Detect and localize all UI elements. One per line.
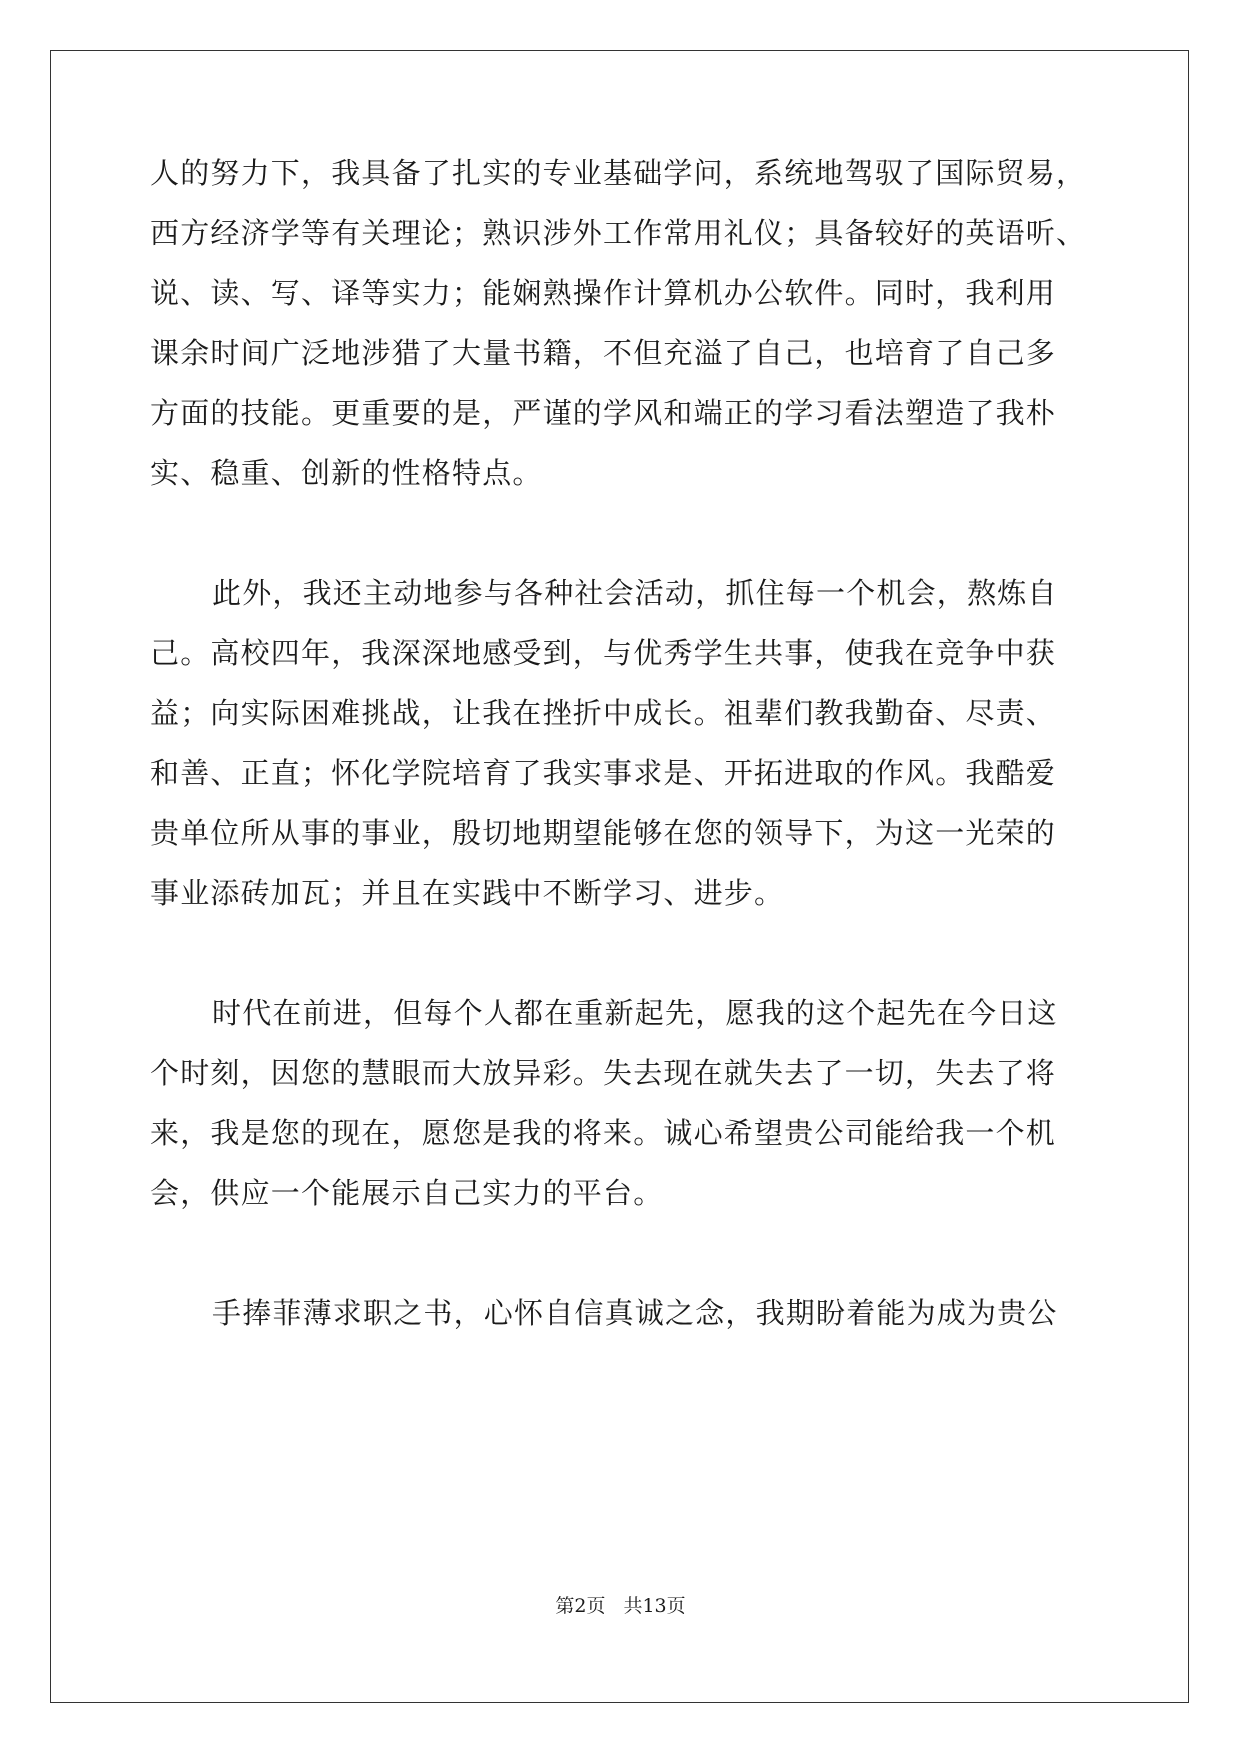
body-line: 益；向实际困难挑战，让我在挫折中成长。祖辈们教我勤奋、尽责、 [150,696,1057,730]
body-line: 方面的技能。更重要的是，严谨的学风和端正的学习看法塑造了我朴 [150,396,1057,430]
body-line: 贵单位所从事的事业，殷切地期望能够在您的领导下，为这一光荣的 [150,816,1057,850]
paragraph-spacer [150,503,1095,563]
document-body [150,143,1095,1343]
body-line: 和善、正直；怀化学院培育了我实事求是、开拓进取的作风。我酷爱 [150,756,1057,790]
paragraph-spacer [150,1223,1095,1283]
body-line: 此外，我还主动地参与各种社会活动，抓住每一个机会，熬炼自 [212,576,1058,610]
body-line: 会，供应一个能展示自己实力的平台。 [150,1176,664,1210]
body-line: 己。高校四年，我深深地感受到，与优秀学生共事，使我在竞争中获 [150,636,1057,670]
body-line: 课余时间广泛地涉猎了大量书籍，不但充溢了自己，也培育了自己多 [150,336,1057,370]
body-line: 来，我是您的现在，愿您是我的将来。诚心希望贵公司能给我一个机 [150,1116,1057,1150]
page-footer [0,1594,1241,1618]
body-line: 说、读、写、译等实力；能娴熟操作计算机办公软件。同时，我利用 [150,276,1057,310]
body-line: 人的努力下，我具备了扎实的专业基础学问，系统地驾驭了国际贸易， [150,156,1087,190]
body-line: 时代在前进，但每个人都在重新起先，愿我的这个起先在今日这 [212,996,1058,1030]
body-line: 手捧菲薄求职之书，心怀自信真诚之念，我期盼着能为成为贵公 [212,1296,1058,1330]
current-page-number: 第2页 [555,1595,606,1617]
body-line: 事业添砖加瓦；并且在实践中不断学习、进步。 [150,876,785,910]
body-line: 西方经济学等有关理论；熟识涉外工作常用礼仪；具备较好的英语听、 [150,216,1087,250]
body-line: 实、稳重、创新的性格特点。 [150,456,543,490]
body-line: 个时刻，因您的慧眼而大放异彩。失去现在就失去了一切，失去了将 [150,1056,1057,1090]
total-pages: 共13页 [623,1595,686,1617]
paragraph-spacer [150,923,1095,983]
